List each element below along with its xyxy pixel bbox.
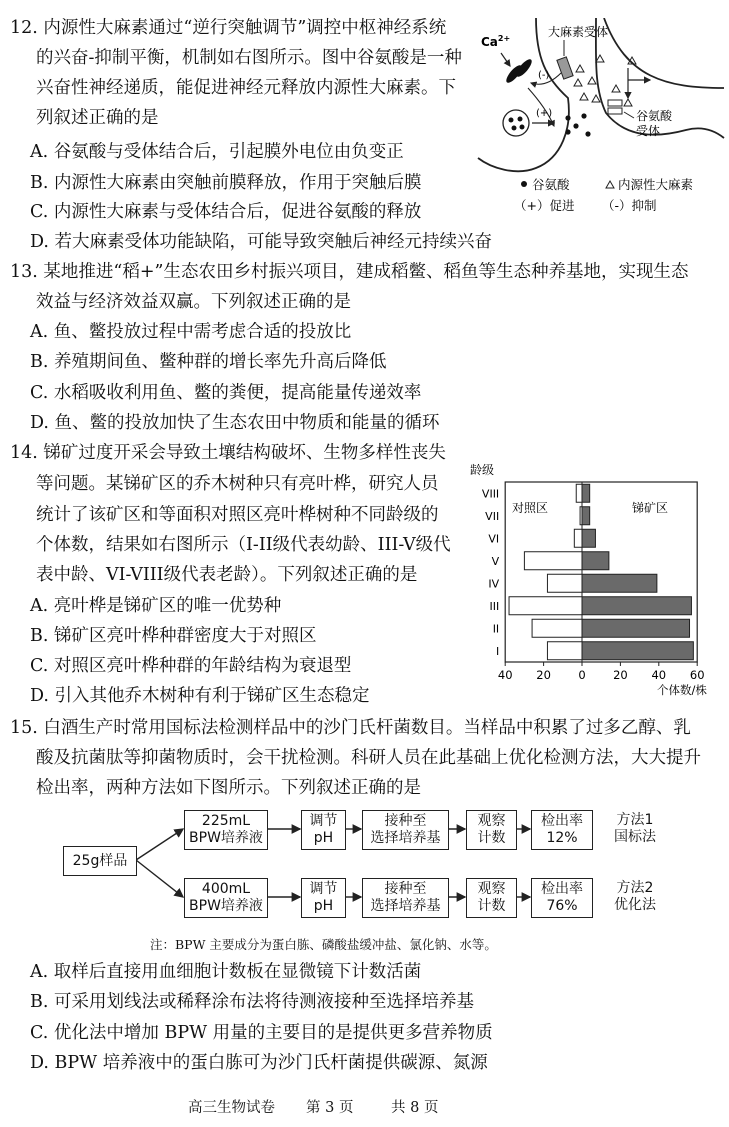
m2-inoc-line2: 选择培养基 — [370, 898, 441, 914]
legend-promote: （+）促进 — [514, 198, 575, 213]
sample-box — [63, 846, 137, 876]
q12-option-c: C. 内源性大麻素与受体结合后，促进谷氨酸的释放 — [30, 202, 422, 222]
q15-line-2: 酸及抗菌肽等抑菌物质时，会干扰检测。科研人员在此基础上优化检测方法，大大提升 — [36, 748, 701, 768]
q15-option-c: C. 优化法中增加 BPW 用量的主要目的是提供更多营养物质 — [30, 1023, 493, 1043]
m2-bpw-label: BPW培养液 — [189, 898, 263, 914]
age-class-label: IV — [488, 577, 500, 591]
m2-inoculate-box — [362, 878, 449, 918]
glu-receptor-label-2: 受体 — [636, 124, 661, 138]
footer-exam: 高三生物试卷 — [188, 1100, 275, 1116]
m2-bpw-box — [184, 878, 268, 918]
q13-line-1: 13. 某地推进“稻+”生态农田乡村振兴项目，建成稻鳖、稻鱼等生态种养基地，实现生态 — [10, 262, 689, 282]
q14-option-b: B. 锑矿区亮叶桦种群密度大于对照区 — [30, 626, 317, 646]
legend-inhibit: （-）抑制 — [602, 198, 657, 213]
m2-ph-line2: pH — [313, 898, 334, 914]
age-class-label: VI — [488, 532, 500, 546]
m2-ph-box — [301, 878, 346, 918]
sample-label: 25g样品 — [72, 852, 128, 869]
m2-rate-value: 76% — [546, 898, 578, 914]
q15-option-d: D. BPW 培养液中的蛋白胨可为沙门氏杆菌提供碳源、氮源 — [30, 1053, 488, 1073]
m1-ph-line2: pH — [313, 830, 334, 846]
plus-mark: (+) — [536, 108, 553, 119]
glu-receptor-label-1: 谷氨酸 — [636, 109, 673, 123]
q13-option-c: C. 水稻吸收利用鱼、鳖的粪便，提高能量传递效率 — [30, 383, 422, 403]
q15-line-3: 检出率，两种方法如下图所示。下列叙述正确的是 — [36, 778, 421, 798]
q12-line-3: 兴奋性神经递质，能促进神经元释放内源性大麻素。下 — [36, 78, 456, 98]
m1-observe-box — [466, 810, 517, 850]
legend-mine: 锑矿区 — [632, 501, 669, 515]
q12-option-a: A. 谷氨酸与受体结合后，引起膜外电位由负变正 — [30, 142, 404, 162]
q14-line-1: 14. 锑矿过度开采会导致土壤结构破坏、生物多样性丧失 — [10, 443, 446, 463]
x-tick-label: 20 — [536, 668, 551, 682]
legend-control: 对照区 — [512, 501, 549, 515]
q12-line-2: 的兴奋-抑制平衡，机制如右图所示。图中谷氨酸是一种 — [36, 48, 462, 68]
q13-option-a: A. 鱼、鳖投放过程中需考虑合适的投放比 — [30, 322, 352, 342]
q12-line-1: 12. 内源性大麻素通过“逆行突触调节”调控中枢神经系统 — [10, 18, 447, 38]
m1-inoc-line1: 接种至 — [384, 813, 427, 829]
x-tick-label: 60 — [689, 668, 705, 682]
q14-line-5: 表中龄、VI-VIII级代表老龄）。下列叙述正确的是 — [36, 565, 418, 585]
q14-option-d: D. 引入其他乔木树种有利于锑矿区生态稳定 — [30, 686, 370, 706]
x-tick-label: 40 — [497, 668, 513, 682]
m1-name-line1: 方法1 — [616, 812, 654, 828]
footer-total: 共 8 页 — [391, 1100, 439, 1116]
q15-line-1: 15. 白酒生产时常用国标法检测样品中的沙门氏杆菌数目。当样品中积累了过多乙醇、乳 — [10, 718, 691, 738]
age-class-label: VIII — [481, 487, 500, 501]
chart-xlabel: 个体数/株 — [657, 683, 707, 697]
m2-inoc-line1: 接种至 — [384, 881, 427, 897]
flow-note: 注：BPW 主要成分为蛋白胨、磷酸盐缓冲盐、氯化钠、水等。 — [150, 937, 497, 952]
q14-line-2: 等问题。某锑矿区的乔木树种只有亮叶桦，研究人员 — [36, 474, 439, 494]
m2-observe-box — [466, 878, 517, 918]
chart-ylabel: 龄级 — [470, 463, 495, 477]
q14-option-a: A. 亮叶桦是锑矿区的唯一优势种 — [30, 596, 282, 616]
q12-option-d: D. 若大麻素受体功能缺陷，可能导致突触后神经元持续兴奋 — [30, 232, 493, 252]
q15-option-b: B. 可采用划线法或稀释涂布法将待测液接种至选择培养基 — [30, 992, 474, 1012]
m1-ph-line1: 调节 — [309, 813, 338, 829]
m1-method-name — [600, 812, 670, 846]
m2-obs-line1: 观察 — [477, 881, 506, 897]
m1-inoculate-box — [362, 810, 449, 850]
m2-method-name — [600, 880, 670, 914]
m1-rate-value: 12% — [546, 830, 578, 846]
q13-line-2: 效益与经济效益双赢。下列叙述正确的是 — [36, 292, 351, 312]
m1-inoc-line2: 选择培养基 — [370, 830, 441, 846]
ca-label: $Ca^{2+}$ — [481, 34, 511, 49]
m2-bpw-volume: 400mL — [201, 881, 251, 897]
x-tick-label: 0 — [578, 668, 586, 682]
legend-ecb: 内源性大麻素 — [618, 177, 694, 192]
q13-option-b: B. 养殖期间鱼、鳖种群的增长率先升高后降低 — [30, 352, 387, 372]
m1-rate-box — [531, 810, 593, 850]
footer-page: 第 3 页 — [306, 1100, 354, 1116]
m1-ph-box — [301, 810, 346, 850]
m2-name-line2: 优化法 — [614, 897, 656, 913]
q12-line-4: 列叙述正确的是 — [36, 108, 159, 128]
m1-bpw-box — [184, 810, 268, 850]
m1-obs-line2: 计数 — [477, 830, 506, 846]
m1-rate-line1: 检出率 — [541, 813, 583, 829]
q13-option-d: D. 鱼、鳖的投放加快了生态农田中物质和能量的循环 — [30, 413, 440, 433]
m2-rate-box — [531, 878, 593, 918]
m1-name-line2: 国标法 — [614, 829, 656, 845]
minus-mark: (-) — [538, 70, 550, 81]
m2-name-line1: 方法2 — [616, 880, 654, 896]
x-tick-label: 40 — [651, 668, 667, 682]
m1-obs-line1: 观察 — [477, 813, 506, 829]
q14-option-c: C. 对照区亮叶桦种群的年龄结构为衰退型 — [30, 656, 352, 676]
legend-glu: 谷氨酸 — [532, 177, 570, 192]
cb-receptor-label: 大麻素受体 — [548, 25, 609, 39]
m2-rate-line1: 检出率 — [541, 881, 583, 897]
m1-bpw-volume: 225mL — [201, 813, 251, 829]
age-class-label: II — [492, 622, 500, 636]
m2-obs-line2: 计数 — [477, 898, 506, 914]
m2-ph-line1: 调节 — [309, 881, 338, 897]
age-class-label: VII — [485, 509, 500, 523]
q14-line-3: 统计了该矿区和等面积对照区亮叶桦树种不同龄级的 — [36, 505, 439, 525]
q12-option-b: B. 内源性大麻素由突触前膜释放，作用于突触后膜 — [30, 173, 422, 193]
age-class-label: V — [491, 554, 500, 568]
q14-line-4: 个体数，结果如右图所示（I-II级代表幼龄、III-V级代 — [36, 535, 451, 555]
x-tick-label: 20 — [613, 668, 628, 682]
q15-option-a: A. 取样后直接用血细胞计数板在显微镜下计数活菌 — [30, 962, 422, 982]
age-class-label: III — [489, 599, 500, 613]
m1-bpw-label: BPW培养液 — [189, 830, 263, 846]
age-class-label: I — [495, 644, 500, 658]
